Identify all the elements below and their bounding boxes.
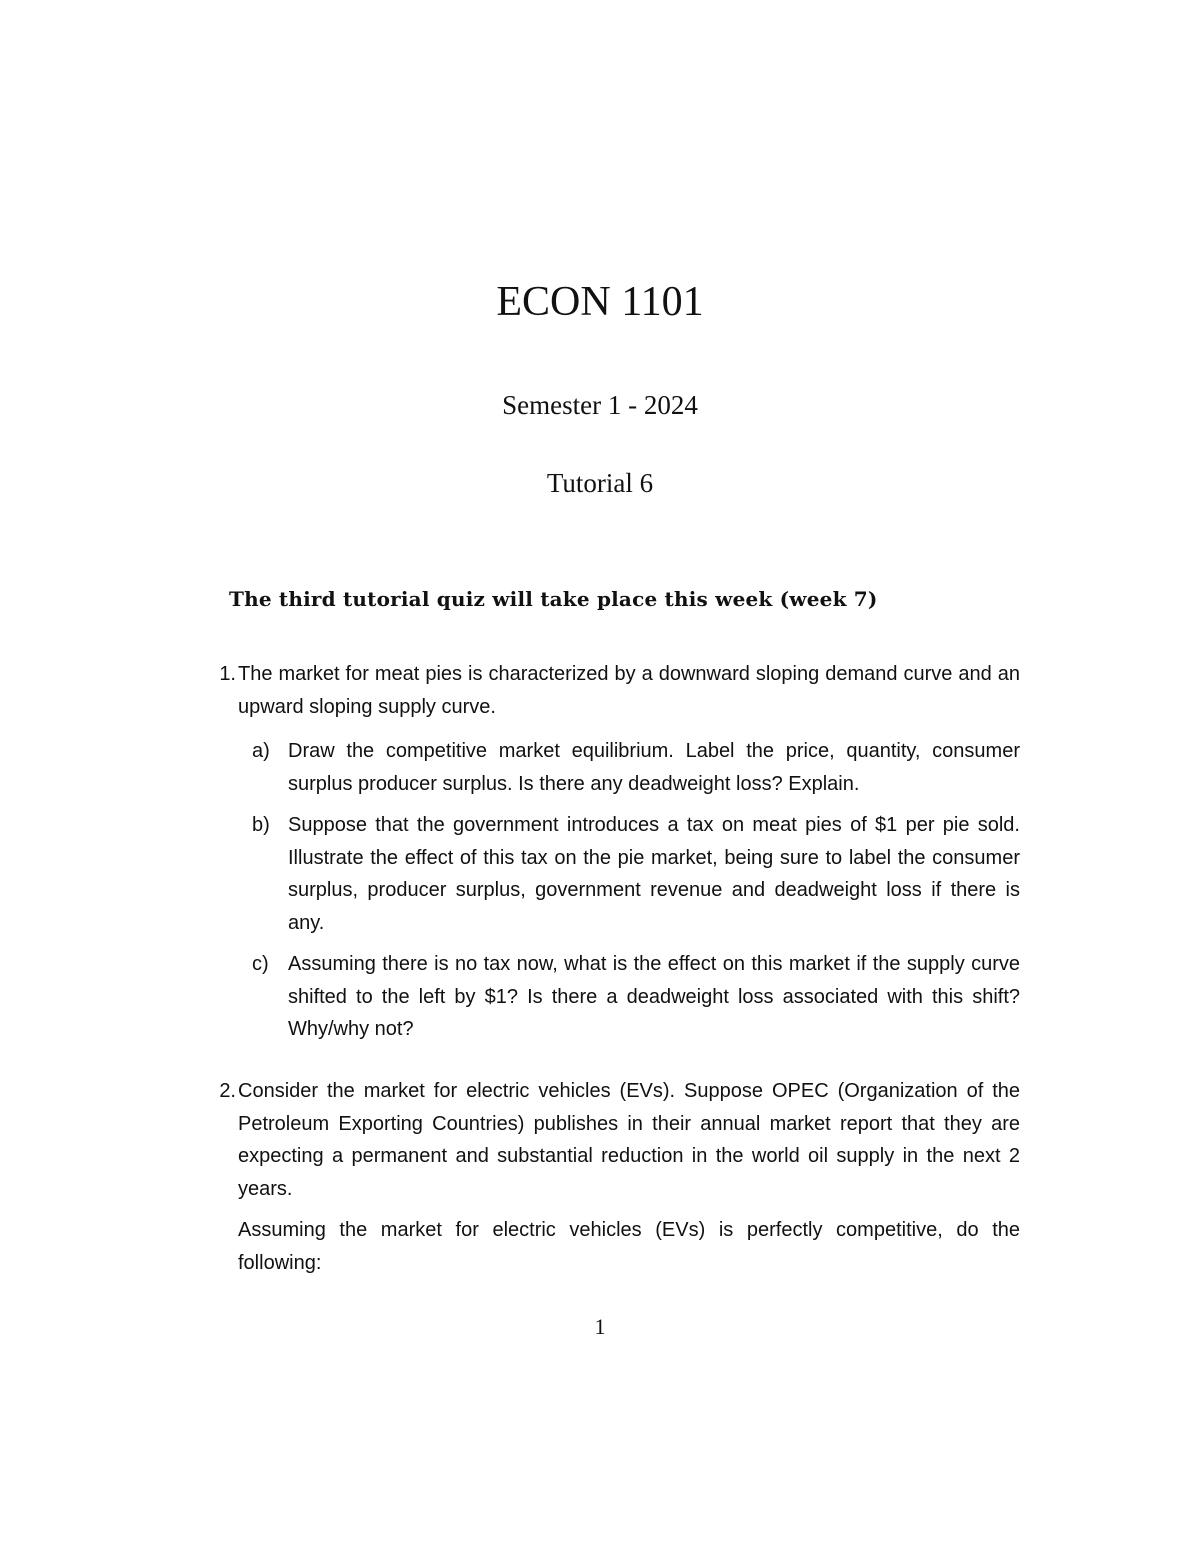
question-number: 1. bbox=[219, 663, 236, 685]
page-number: 1 bbox=[594, 1314, 606, 1339]
question-1-part-a bbox=[252, 735, 1020, 800]
part-text: Draw the competitive market equilibrium. Label the price, quantity, consumer surplus producer surplus. Is there any deadweight loss? Explain. bbox=[288, 740, 1020, 795]
course-title: ECON 1101 bbox=[496, 279, 704, 325]
question-text: The market for meat pies is characterized by a downward sloping demand curve and an upward sloping supply curve. bbox=[238, 663, 1020, 718]
semester-label: Semester 1 - 2024 bbox=[502, 390, 698, 420]
question-1-part-c bbox=[252, 948, 1020, 1046]
quiz-notice: The third tutorial quiz will take place this week (week 7) bbox=[229, 587, 878, 611]
question-1-part-b bbox=[252, 809, 1020, 939]
part-text: Assuming there is no tax now, what is the effect on this market if the supply curve shifted to the left by $1? Is there a deadweight loss associated with this shift? Why/why not? bbox=[288, 953, 1020, 1040]
part-label: c) bbox=[252, 953, 269, 975]
part-label: a) bbox=[252, 740, 270, 762]
question-1 bbox=[200, 658, 1020, 1055]
question-number: 2. bbox=[219, 1080, 236, 1102]
question-2 bbox=[200, 1075, 1020, 1279]
question-text: Consider the market for electric vehicles (EVs). Suppose OPEC (Organization of the Petroleum Exporting Countries) publishes in their annual market report that they are expecting a permanent and substantial reduction in the world oil supply in the next 2 years. bbox=[238, 1080, 1020, 1200]
part-text: Suppose that the government introduces a tax on meat pies of $1 per pie sold. Illustrate the effect of this tax on the pie market, being sure to label the consumer surplus, producer surplus, government revenue and deadweight loss if there is any. bbox=[288, 814, 1020, 934]
question-1-parts bbox=[200, 735, 1020, 1046]
part-label: b) bbox=[252, 814, 270, 836]
tutorial-label: Tutorial 6 bbox=[546, 468, 654, 498]
question-2-instruction: Assuming the market for electric vehicles (EVs) is perfectly competitive, do the following: bbox=[238, 1219, 1020, 1274]
